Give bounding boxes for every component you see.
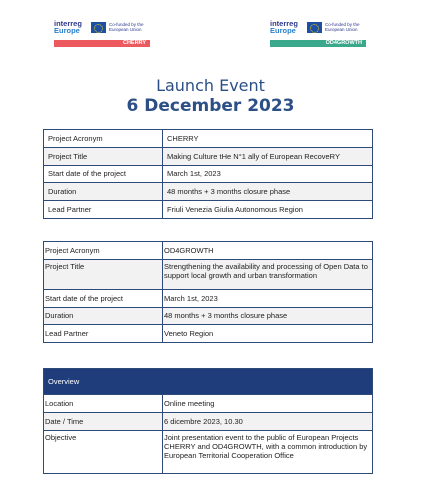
row-value: CHERRY <box>163 130 373 148</box>
table-row <box>44 242 373 260</box>
table-row <box>44 289 373 307</box>
row-value: Veneto Region <box>163 325 373 343</box>
interreg-wordmark: interreg Europe <box>54 19 82 35</box>
overview-table <box>43 368 373 474</box>
cofunded-text: Co-funded by the European Union <box>109 22 144 32</box>
table-row <box>44 395 373 413</box>
row-label: Location <box>44 395 163 413</box>
row-label: Start date of the project <box>44 289 163 307</box>
cherry-project-table <box>43 129 373 219</box>
event-date: 6 December 2023 <box>126 96 295 116</box>
row-label: Project Title <box>44 147 163 165</box>
row-label: Duration <box>44 183 163 201</box>
cofunded-text: Co-funded by the European Union <box>325 22 360 32</box>
eu-flag-icon <box>307 22 322 33</box>
row-value: Online meeting <box>163 395 373 413</box>
row-value: March 1st, 2023 <box>163 289 373 307</box>
row-label: Date / Time <box>44 412 163 430</box>
cherry-logo <box>54 18 150 54</box>
row-value: OD4GROWTH <box>163 242 373 260</box>
table-row <box>44 147 373 165</box>
project-name: OD4GROWTH <box>325 40 362 46</box>
table-row <box>44 412 373 430</box>
eu-flag-icon <box>91 22 106 33</box>
row-value: 6 dicembre 2023, 10.30 <box>163 412 373 430</box>
od4growth-logo <box>270 18 366 54</box>
row-value: Joint presentation event to the public of European Projects CHERRY and OD4GROWTH, with a common introduction by European Territorial Cooperation Office <box>163 430 373 473</box>
table-row <box>44 201 373 219</box>
overview-header: Overview <box>44 369 373 395</box>
table-row <box>44 307 373 325</box>
row-label: Start date of the project <box>44 165 163 183</box>
table-row <box>44 325 373 343</box>
cherry-bar <box>54 40 150 47</box>
table-row <box>44 130 373 148</box>
table-row <box>44 183 373 201</box>
interreg-wordmark: interreg Europe <box>270 19 298 35</box>
row-value: Making Culture tHe N°1 ally of European RecoveRY <box>163 147 373 165</box>
row-value: Friuli Venezia Giulia Autonomous Region <box>163 201 373 219</box>
row-label: Project Acronym <box>44 242 163 260</box>
page-title: Launch Event <box>156 76 265 95</box>
od4growth-bar <box>270 40 366 47</box>
row-label: Duration <box>44 307 163 325</box>
project-name: CHERRY <box>122 40 146 46</box>
table-header <box>44 369 373 395</box>
row-value: March 1st, 2023 <box>163 165 373 183</box>
row-label: Project Acronym <box>44 130 163 148</box>
table-row <box>44 165 373 183</box>
row-value: Strengthening the availability and processing of Open Data to support local growth and urban transformation <box>163 259 373 289</box>
table-row <box>44 430 373 473</box>
od4growth-project-table <box>43 241 373 343</box>
table-row <box>44 259 373 289</box>
row-label: Lead Partner <box>44 325 163 343</box>
row-label: Project Title <box>44 259 163 289</box>
row-value: 48 months + 3 months closure phase <box>163 183 373 201</box>
row-value: 48 months + 3 months closure phase <box>163 307 373 325</box>
row-label: Lead Partner <box>44 201 163 219</box>
row-label: Objective <box>44 430 163 473</box>
